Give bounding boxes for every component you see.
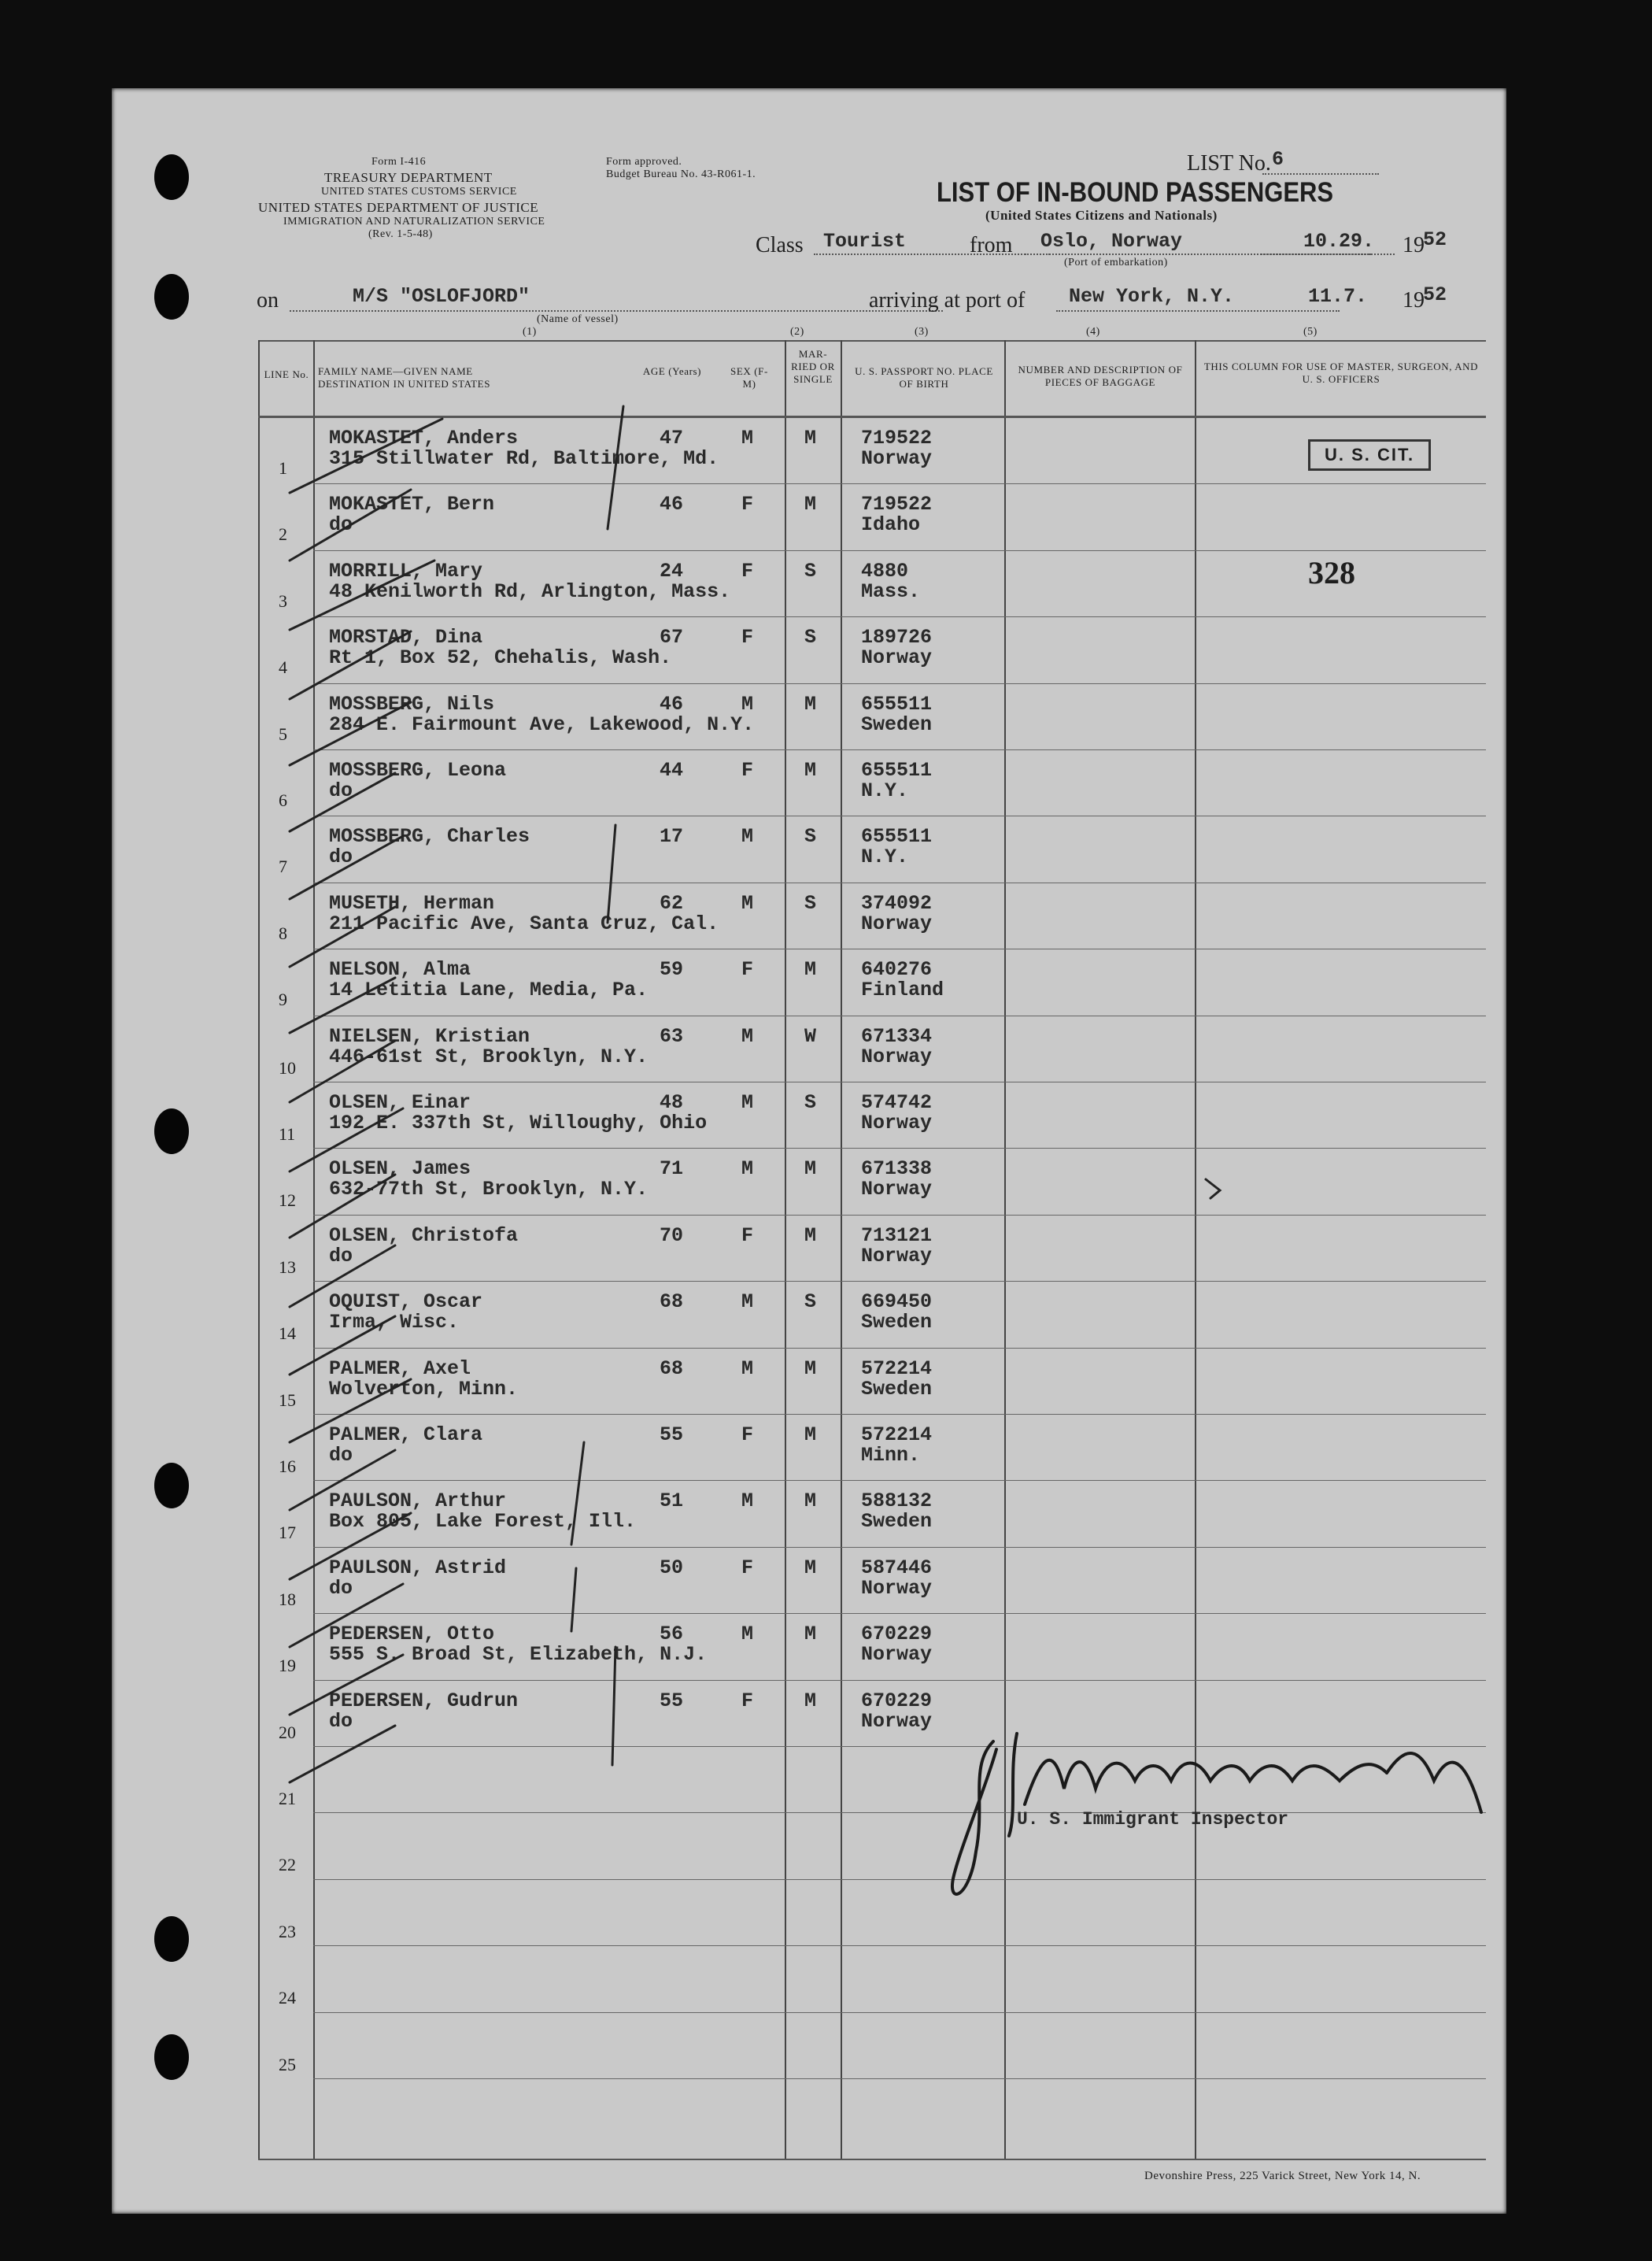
- line-number: 15: [279, 1390, 296, 1410]
- us-citizen-stamp: U. S. CIT.: [1308, 439, 1431, 471]
- header-sex: SEX (F-M): [730, 365, 768, 390]
- sex: F: [741, 1223, 754, 1247]
- sex: M: [741, 825, 754, 849]
- revision: (Rev. 1-5-48): [368, 228, 433, 240]
- form-number: Form I-416: [371, 156, 427, 168]
- passport-number: 670229: [861, 1689, 933, 1712]
- age: 63: [660, 1024, 684, 1048]
- age: 68: [660, 1290, 684, 1314]
- destination: 555 S. Broad St, Elizabeth, N.J.: [329, 1643, 708, 1667]
- departure-date: 10.29.: [1303, 230, 1375, 253]
- passport-number: 671338: [861, 1157, 933, 1181]
- destination: Irma, Wisc.: [329, 1311, 460, 1334]
- age: 59: [660, 958, 684, 982]
- destination: Box 805, Lake Forest, Ill.: [329, 1510, 637, 1534]
- marital-status: M: [804, 692, 817, 716]
- passenger-name: MOKASTET, Anders: [329, 427, 519, 450]
- age: 70: [660, 1223, 684, 1247]
- passport-number: 669450: [861, 1290, 933, 1314]
- arriving-label: arriving at port of: [869, 288, 1026, 313]
- sex: M: [741, 1356, 754, 1380]
- passenger-name: PEDERSEN, Gudrun: [329, 1689, 519, 1712]
- age: 44: [660, 759, 684, 782]
- marital-status: S: [804, 1290, 817, 1314]
- departure-year: 52: [1423, 228, 1447, 251]
- header-baggage: NUMBER AND DESCRIPTION OF PIECES OF BAGGAGE: [1018, 364, 1183, 388]
- place-of-birth: Norway: [861, 1643, 933, 1667]
- punch-hole: [154, 274, 189, 320]
- destination: do: [329, 513, 353, 537]
- place-of-birth: N.Y.: [861, 779, 909, 802]
- passport-number: 671334: [861, 1024, 933, 1048]
- departure-year-prefix: 19: [1403, 233, 1425, 257]
- marital-status: M: [804, 1223, 817, 1247]
- passenger-name: OLSEN, James: [329, 1157, 471, 1181]
- place-of-birth: Norway: [861, 1709, 933, 1733]
- destination: do: [329, 1576, 353, 1600]
- vessel-name: M/S "OSLOFJORD": [353, 285, 530, 308]
- marital-status: M: [804, 1489, 817, 1513]
- punch-hole: [154, 154, 189, 200]
- destination: 632-77th St, Brooklyn, N.Y.: [329, 1178, 649, 1201]
- destination: Wolverton, Minn.: [329, 1377, 519, 1401]
- place-of-birth: Sweden: [861, 1311, 933, 1334]
- passenger-name: OQUIST, Oscar: [329, 1290, 483, 1314]
- punch-hole: [154, 1463, 189, 1508]
- sex: F: [741, 1423, 754, 1446]
- passenger-name: NELSON, Alma: [329, 958, 471, 982]
- line-number: 6: [279, 790, 287, 810]
- marital-status: M: [804, 1356, 817, 1380]
- destination: 48 Kenilworth Rd, Arlington, Mass.: [329, 579, 731, 603]
- place-of-birth: Norway: [861, 1244, 933, 1267]
- marital-status: M: [804, 1689, 817, 1712]
- immigration-service: IMMIGRATION AND NATURALIZATION SERVICE: [283, 216, 545, 228]
- line-number: 25: [279, 2054, 296, 2074]
- marital-status: M: [804, 427, 817, 450]
- marital-status: S: [804, 1091, 817, 1114]
- passenger-name: MUSETH, Herman: [329, 891, 495, 915]
- passenger-name: NIELSEN, Kristian: [329, 1024, 530, 1048]
- passport-number: 572214: [861, 1356, 933, 1380]
- marital-status: M: [804, 1157, 817, 1181]
- budget-bureau: Budget Bureau No. 43-R061-1.: [606, 168, 756, 180]
- line-number: 14: [279, 1323, 296, 1344]
- column-number-5: (5): [1303, 326, 1318, 338]
- passport-number: 374092: [861, 891, 933, 915]
- arrival-year-prefix: 19: [1403, 288, 1425, 313]
- line-number: 3: [279, 590, 287, 611]
- destination: 446-61st St, Brooklyn, N.Y.: [329, 1045, 649, 1068]
- header-line-no: LINE No.: [264, 368, 309, 380]
- age: 24: [660, 559, 684, 583]
- age: 67: [660, 626, 684, 649]
- printer-footer: Devonshire Press, 225 Varick Street, New York 14, N.: [1144, 2170, 1421, 2182]
- line-number: 12: [279, 1190, 296, 1211]
- marital-status: S: [804, 825, 817, 849]
- place-of-birth: N.Y.: [861, 846, 909, 869]
- passport-number: 189726: [861, 626, 933, 649]
- destination: do: [329, 1444, 353, 1467]
- port-of-embarkation: Oslo, Norway: [1040, 230, 1183, 253]
- marital-status: M: [804, 759, 817, 782]
- punch-hole: [154, 1916, 189, 1962]
- destination: do: [329, 779, 353, 802]
- age: 47: [660, 427, 684, 450]
- sex: F: [741, 559, 754, 583]
- sex: F: [741, 1556, 754, 1579]
- sex: M: [741, 1091, 754, 1114]
- place-of-birth: Norway: [861, 1576, 933, 1600]
- sex: M: [741, 1290, 754, 1314]
- sex: F: [741, 493, 754, 516]
- customs-service: UNITED STATES CUSTOMS SERVICE: [321, 186, 517, 198]
- passport-number: 588132: [861, 1489, 933, 1513]
- age: 62: [660, 891, 684, 915]
- passenger-name: MOSSBERG, Leona: [329, 759, 507, 782]
- list-number: 6: [1272, 148, 1284, 171]
- marital-status: M: [804, 1556, 817, 1579]
- destination: 192 E. 337th St, Willoughy, Ohio: [329, 1112, 708, 1134]
- sex: F: [741, 626, 754, 649]
- age: 56: [660, 1623, 684, 1646]
- age: 55: [660, 1423, 684, 1446]
- place-of-birth: Sweden: [861, 1510, 933, 1534]
- line-number: 7: [279, 857, 287, 877]
- marital-status: W: [804, 1024, 817, 1048]
- place-of-birth: Mass.: [861, 579, 921, 603]
- line-number: 2: [279, 524, 287, 545]
- treasury-department: TREASURY DEPARTMENT: [324, 170, 493, 185]
- destination: 315 Stillwater Rd, Baltimore, Md.: [329, 447, 719, 470]
- marital-status: M: [804, 493, 817, 516]
- place-of-birth: Norway: [861, 1112, 933, 1134]
- passport-number: 587446: [861, 1556, 933, 1579]
- passport-number: 640276: [861, 958, 933, 982]
- passenger-name: PEDERSEN, Otto: [329, 1623, 495, 1646]
- list-number-label: LIST No.: [1187, 151, 1271, 176]
- line-number: 1: [279, 458, 287, 478]
- age: 17: [660, 825, 684, 849]
- marital-status: M: [804, 1623, 817, 1646]
- sex: M: [741, 692, 754, 716]
- passport-number: 719522: [861, 493, 933, 516]
- place-of-birth: Idaho: [861, 513, 921, 537]
- punch-hole: [154, 1108, 189, 1154]
- place-of-birth: Finland: [861, 979, 944, 1002]
- on-label: on: [257, 288, 279, 313]
- place-of-birth: Minn.: [861, 1444, 921, 1467]
- passenger-name: MORRILL, Mary: [329, 559, 483, 583]
- sex: M: [741, 891, 754, 915]
- age: 68: [660, 1356, 684, 1380]
- passenger-name: PAULSON, Astrid: [329, 1556, 507, 1579]
- class-value: Tourist: [823, 230, 907, 253]
- line-number: 23: [279, 1921, 296, 1941]
- line-number: 18: [279, 1589, 296, 1609]
- place-of-birth: Norway: [861, 646, 933, 670]
- destination: 211 Pacific Ave, Santa Cruz, Cal.: [329, 912, 719, 935]
- header-officers: THIS COLUMN FOR USE OF MASTER, SURGEON, AND U. S. OFFICERS: [1203, 361, 1479, 385]
- destination: do: [329, 1709, 353, 1733]
- line-number: 24: [279, 1988, 296, 2008]
- line-number: 8: [279, 923, 287, 943]
- passenger-name: OLSEN, Christofa: [329, 1223, 519, 1247]
- destination: 14 Letitia Lane, Media, Pa.: [329, 979, 649, 1002]
- destination: Rt 1, Box 52, Chehalis, Wash.: [329, 646, 672, 670]
- passenger-name: PAULSON, Arthur: [329, 1489, 507, 1513]
- age: 51: [660, 1489, 684, 1513]
- sex: M: [741, 1157, 754, 1181]
- passenger-name: OLSEN, Einar: [329, 1091, 471, 1114]
- officer-number: 328: [1308, 555, 1355, 590]
- column-number-1: (1): [523, 326, 537, 338]
- sex: M: [741, 427, 754, 450]
- class-label: Class: [756, 233, 804, 257]
- place-of-birth: Sweden: [861, 712, 933, 736]
- sex: M: [741, 1024, 754, 1048]
- passenger-name: MOSSBERG, Charles: [329, 825, 530, 849]
- header-name-destination: FAMILY NAME—GIVEN NAME DESTINATION IN UNITED STATES: [318, 365, 491, 390]
- age: 48: [660, 1091, 684, 1114]
- place-of-birth: Norway: [861, 912, 933, 935]
- destination: do: [329, 846, 353, 869]
- signature-caption: U. S. Immigrant Inspector: [1017, 1809, 1289, 1830]
- header-married-single: MAR-RIED OR SINGLE: [791, 348, 835, 385]
- department-of-justice: UNITED STATES DEPARTMENT OF JUSTICE: [258, 200, 539, 215]
- sex: M: [741, 1489, 754, 1513]
- marital-status: S: [804, 559, 817, 583]
- passport-number: 574742: [861, 1091, 933, 1114]
- column-number-4: (4): [1086, 326, 1100, 338]
- passenger-name: PALMER, Clara: [329, 1423, 483, 1446]
- passport-number: 655511: [861, 692, 933, 716]
- arrival-year: 52: [1423, 283, 1447, 306]
- line-number: 19: [279, 1656, 296, 1676]
- line-number: 9: [279, 990, 287, 1010]
- column-number-2: (2): [790, 326, 804, 338]
- document-title: LIST OF IN-BOUND PASSENGERS: [937, 176, 1334, 209]
- document-page: [112, 88, 1506, 2214]
- passport-number: 572214: [861, 1423, 933, 1446]
- line-number: 16: [279, 1456, 296, 1476]
- port-caption: (Port of embarkation): [1064, 257, 1168, 268]
- destination: 284 E. Fairmount Ave, Lakewood, N.Y.: [329, 712, 755, 736]
- arrival-port: New York, N.Y.: [1069, 285, 1235, 308]
- header-passport-birth: U. S. PASSPORT NO. PLACE OF BIRTH: [855, 365, 993, 390]
- passport-number: 4880: [861, 559, 909, 583]
- place-of-birth: Sweden: [861, 1377, 933, 1401]
- line-number: 5: [279, 723, 287, 744]
- marital-status: S: [804, 626, 817, 649]
- column-number-3: (3): [915, 326, 929, 338]
- check-marks: [290, 406, 1220, 1782]
- inspector-signature: [952, 1734, 1481, 1894]
- place-of-birth: Norway: [861, 1178, 933, 1201]
- destination: do: [329, 1244, 353, 1267]
- passenger-name: PALMER, Axel: [329, 1356, 471, 1380]
- line-number: 22: [279, 1855, 296, 1875]
- arrival-date: 11.7.: [1308, 285, 1368, 308]
- passport-number: 713121: [861, 1223, 933, 1247]
- place-of-birth: Norway: [861, 447, 933, 470]
- age: 55: [660, 1689, 684, 1712]
- marital-status: M: [804, 1423, 817, 1446]
- passenger-name: MOKASTET, Bern: [329, 493, 495, 516]
- marital-status: S: [804, 891, 817, 915]
- line-number: 4: [279, 657, 287, 678]
- passenger-name: MORSTAD, Dina: [329, 626, 483, 649]
- passenger-name: MOSSBERG, Nils: [329, 692, 495, 716]
- sex: F: [741, 1689, 754, 1712]
- age: 71: [660, 1157, 684, 1181]
- passport-number: 670229: [861, 1623, 933, 1646]
- line-number: 20: [279, 1722, 296, 1742]
- sex: F: [741, 958, 754, 982]
- line-number: 13: [279, 1256, 296, 1277]
- line-number: 11: [279, 1124, 296, 1144]
- line-number: 21: [279, 1789, 296, 1808]
- handwritten-marks: [112, 88, 1506, 2214]
- sex: M: [741, 1623, 754, 1646]
- from-label: from: [970, 233, 1013, 257]
- punch-hole: [154, 2034, 189, 2080]
- passport-number: 655511: [861, 759, 933, 782]
- passport-number: 655511: [861, 825, 933, 849]
- line-number: 17: [279, 1523, 296, 1543]
- age: 46: [660, 692, 684, 716]
- age: 50: [660, 1556, 684, 1579]
- place-of-birth: Norway: [861, 1045, 933, 1068]
- vessel-caption: (Name of vessel): [537, 313, 619, 325]
- passport-number: 719522: [861, 427, 933, 450]
- age: 46: [660, 493, 684, 516]
- line-number: 10: [279, 1057, 296, 1078]
- header-age: AGE (Years): [642, 365, 702, 377]
- marital-status: M: [804, 958, 817, 982]
- form-approved: Form approved.: [606, 156, 682, 168]
- sex: F: [741, 759, 754, 782]
- document-subtitle: (United States Citizens and Nationals): [985, 208, 1218, 223]
